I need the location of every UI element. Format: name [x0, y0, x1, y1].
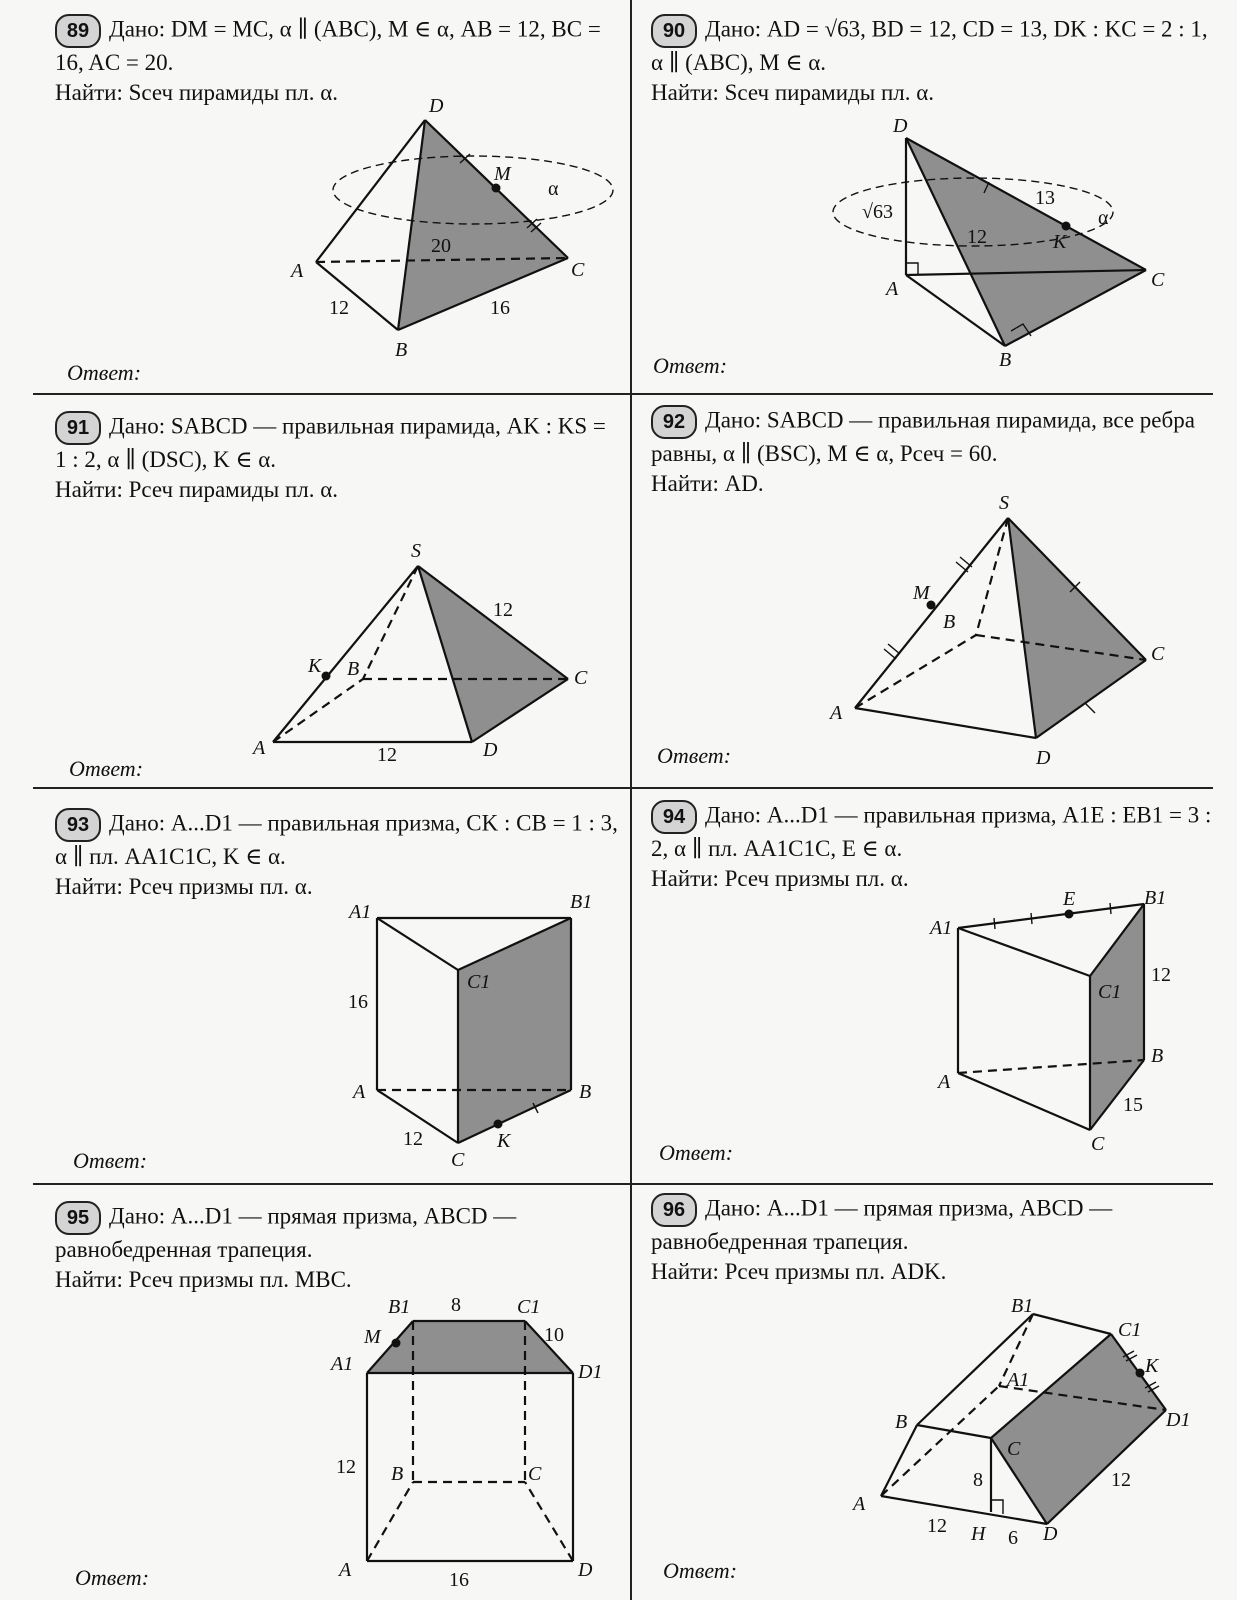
- label-alpha: α: [1098, 207, 1109, 229]
- label-K: K: [497, 1130, 511, 1152]
- label-D: D: [578, 1559, 593, 1581]
- problem-number: 95: [55, 1201, 101, 1235]
- answer-label: Ответ:: [75, 1565, 150, 1590]
- label-A: A: [830, 702, 843, 724]
- label-B1: B1: [1011, 1295, 1034, 1317]
- label-6: 6: [1008, 1527, 1018, 1549]
- label-A: A: [253, 737, 266, 759]
- label-12: 12: [1151, 964, 1171, 986]
- label-A1: A1: [930, 917, 953, 939]
- label-12: 12: [329, 297, 349, 319]
- problem-find: Найти: Pсеч призмы пл. ADK.: [651, 1259, 947, 1284]
- answer-label: Ответ:: [73, 1148, 148, 1173]
- problem-given: Дано: AD = √63, BD = 12, CD = 13, DK : KC = 2 : 1, α ∥ (ABC), M ∈ α.: [651, 16, 1208, 75]
- worksheet-page: [33, 0, 1213, 1600]
- label-C: C: [1007, 1438, 1021, 1460]
- label-A1: A1: [349, 901, 372, 923]
- answer-label: Ответ:: [657, 743, 732, 768]
- label-A: A: [886, 278, 899, 300]
- label-12: 12: [336, 1456, 356, 1478]
- label-C: C: [528, 1463, 542, 1485]
- label-C1: C1: [1098, 981, 1122, 1003]
- problem-find: Найти: AD.: [651, 471, 764, 496]
- label-A: A: [339, 1559, 352, 1581]
- label-C1: C1: [467, 971, 491, 993]
- label-sqrt63: √63: [862, 201, 893, 223]
- label-A: A: [938, 1071, 951, 1093]
- problem-find: Найти: Pсеч призмы пл. α.: [651, 866, 909, 891]
- problem-find: Найти: Sсеч пирамиды пл. α.: [651, 80, 935, 105]
- label-B: B: [391, 1463, 404, 1485]
- label-20: 20: [431, 235, 451, 257]
- label-15: 15: [1123, 1094, 1143, 1116]
- answer-label: Ответ:: [659, 1140, 734, 1165]
- label-B1: B1: [1144, 887, 1167, 909]
- problem-number: 94: [651, 800, 697, 834]
- label-D: D: [1036, 747, 1051, 769]
- label-C: C: [571, 259, 585, 281]
- answer-label: Ответ:: [653, 353, 728, 378]
- label-12: 12: [967, 226, 987, 248]
- label-A: A: [853, 1493, 866, 1515]
- label-M: M: [494, 163, 511, 185]
- label-16: 16: [490, 297, 510, 319]
- label-K: K: [308, 655, 322, 677]
- label-B: B: [943, 611, 956, 633]
- label-8: 8: [973, 1469, 983, 1491]
- label-12: 12: [493, 599, 513, 621]
- problem-given: Дано: SABCD — правильная пирамида, AK : KS = 1 : 2, α ∥ (DSC), K ∈ α.: [55, 413, 606, 472]
- label-8: 8: [451, 1294, 461, 1316]
- problem-find: Найти: Pсеч призмы пл. α.: [55, 874, 313, 899]
- problem-number: 96: [651, 1193, 697, 1227]
- problem-find: Найти: Pсеч призмы пл. MBC.: [55, 1267, 352, 1292]
- label-B1: B1: [388, 1296, 411, 1318]
- answer-label: Ответ:: [663, 1558, 738, 1583]
- answer-label: Ответ:: [69, 756, 144, 781]
- problem-number: 91: [55, 411, 101, 445]
- label-A: A: [291, 260, 304, 282]
- label-H: H: [971, 1523, 986, 1545]
- label-A1: A1: [1007, 1369, 1030, 1391]
- problem-given: Дано: SABCD — правильная пирамида, все ребра равны, α ∥ (BSC), M ∈ α, Pсеч = 60.: [651, 407, 1195, 466]
- label-K: K: [1145, 1355, 1159, 1377]
- label-B: B: [895, 1411, 908, 1433]
- figure-96: [33, 0, 1213, 1600]
- label-10: 10: [544, 1324, 564, 1346]
- label-S: S: [411, 540, 421, 562]
- label-alpha: α: [548, 178, 559, 200]
- label-C1: C1: [517, 1296, 541, 1318]
- label-B: B: [579, 1081, 592, 1103]
- label-16: 16: [449, 1569, 469, 1591]
- label-S: S: [999, 492, 1009, 514]
- label-12: 12: [1111, 1469, 1131, 1491]
- label-M: M: [364, 1326, 381, 1348]
- label-K: K: [1053, 231, 1067, 253]
- label-B: B: [347, 658, 360, 680]
- problem-given: Дано: DM = MC, α ∥ (ABC), M ∈ α, AB = 12, BC = 16, AC = 20.: [55, 16, 601, 75]
- label-M: M: [913, 582, 930, 604]
- label-C: C: [574, 667, 588, 689]
- label-D: D: [483, 739, 498, 761]
- label-B: B: [1151, 1045, 1164, 1067]
- problem-given: Дано: A...D1 — правильная призма, A1E : EB1 = 3 : 2, α ∥ пл. AA1C1C, E ∈ α.: [651, 802, 1212, 861]
- label-E: E: [1063, 888, 1076, 910]
- label-D1: D1: [578, 1361, 603, 1383]
- label-B: B: [395, 339, 408, 361]
- label-D: D: [893, 115, 908, 137]
- problem-given: Дано: A...D1 — прямая призма, ABCD — равнобедренная трапеция.: [55, 1203, 517, 1262]
- problem-number: 93: [55, 808, 101, 842]
- label-C1: C1: [1118, 1319, 1142, 1341]
- problem-find: Найти: Sсеч пирамиды пл. α.: [55, 80, 339, 105]
- problem-find: Найти: Pсеч пирамиды пл. α.: [55, 477, 339, 502]
- label-12: 12: [927, 1515, 947, 1537]
- label-C: C: [1091, 1133, 1105, 1155]
- label-C: C: [1151, 269, 1165, 291]
- answer-label: Ответ:: [67, 360, 142, 385]
- label-A: A: [353, 1081, 366, 1103]
- problem-given: Дано: A...D1 — правильная призма, CK : CB = 1 : 3, α ∥ пл. AA1C1C, K ∈ α.: [55, 810, 618, 869]
- label-12: 12: [403, 1128, 423, 1150]
- label-C: C: [1151, 643, 1165, 665]
- problem-number: 89: [55, 14, 101, 48]
- label-D1: D1: [1166, 1409, 1191, 1431]
- label-C: C: [451, 1149, 465, 1171]
- label-12: 12: [377, 744, 397, 766]
- problem-given: Дано: A...D1 — прямая призма, ABCD — равнобедренная трапеция.: [651, 1195, 1113, 1254]
- problem-number: 92: [651, 405, 697, 439]
- label-D: D: [1043, 1523, 1058, 1545]
- problem-number: 90: [651, 14, 697, 48]
- label-D: D: [429, 95, 444, 117]
- label-13: 13: [1035, 187, 1055, 209]
- label-B: B: [999, 349, 1012, 371]
- label-16: 16: [348, 991, 368, 1013]
- label-B1: B1: [570, 891, 593, 913]
- label-A1: A1: [331, 1353, 354, 1375]
